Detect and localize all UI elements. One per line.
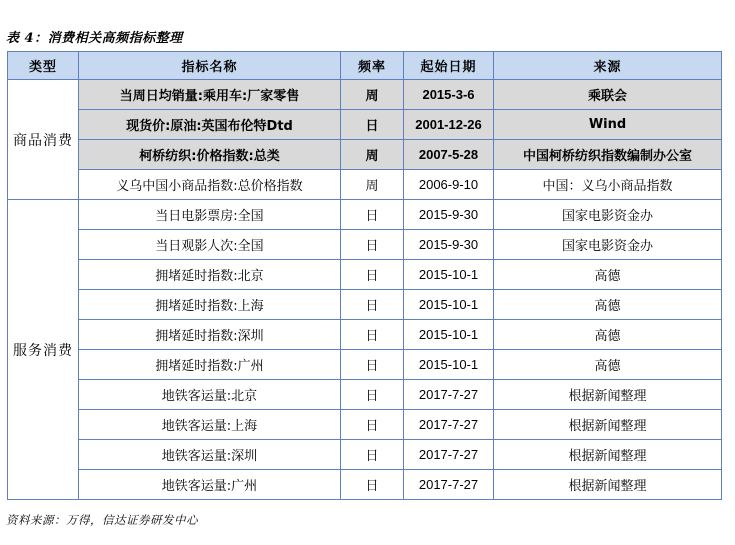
start-date-cell: 2015-10-1 (404, 320, 494, 350)
header-start-date: 起始日期 (404, 52, 494, 80)
table-row (8, 200, 722, 230)
table-row (8, 260, 722, 290)
indicator-name-cell: 当日观影人次:全国 (79, 230, 341, 260)
start-date-cell: 2015-9-30 (404, 200, 494, 230)
start-date-cell: 2015-10-1 (404, 350, 494, 380)
table-caption: 表 4：消费相关高频指标整理 (6, 31, 183, 46)
indicator-name-cell: 地铁客运量:广州 (79, 470, 341, 500)
start-date-cell: 2001-12-26 (404, 110, 494, 140)
source-cell: 高德 (494, 320, 722, 350)
category-cell: 商品消费 (8, 80, 79, 200)
frequency-cell: 日 (341, 380, 404, 410)
frequency-cell: 日 (341, 470, 404, 500)
table-row (8, 140, 722, 170)
source-cell: 中国柯桥纺织指数编制办公室 (494, 140, 722, 170)
start-date-cell: 2015-3-6 (404, 80, 494, 110)
start-date-cell: 2017-7-27 (404, 410, 494, 440)
indicator-table (7, 51, 722, 500)
header-frequency: 频率 (341, 52, 404, 80)
category-cell: 服务消费 (8, 200, 79, 500)
table-row (8, 410, 722, 440)
indicator-name-cell: 义乌中国小商品指数:总价格指数 (79, 170, 341, 200)
frequency-cell: 日 (341, 290, 404, 320)
frequency-cell: 日 (341, 110, 404, 140)
indicator-name-cell: 地铁客运量:北京 (79, 380, 341, 410)
indicator-name-cell: 拥堵延时指数:深圳 (79, 320, 341, 350)
source-cell: 国家电影资金办 (494, 200, 722, 230)
table-row (8, 380, 722, 410)
source-cell: 高德 (494, 260, 722, 290)
source-cell: 根据新闻整理 (494, 470, 722, 500)
frequency-cell: 日 (341, 260, 404, 290)
frequency-cell: 日 (341, 230, 404, 260)
start-date-cell: 2015-10-1 (404, 260, 494, 290)
table-row (8, 440, 722, 470)
frequency-cell: 日 (341, 350, 404, 380)
start-date-cell: 2017-7-27 (404, 440, 494, 470)
source-cell: 根据新闻整理 (494, 440, 722, 470)
source-cell: 中国：义乌小商品指数 (494, 170, 722, 200)
indicator-name-cell: 现货价:原油:英国布伦特Dtd (79, 110, 341, 140)
source-cell: 根据新闻整理 (494, 380, 722, 410)
table-row (8, 170, 722, 200)
indicator-name-cell: 地铁客运量:上海 (79, 410, 341, 440)
indicator-name-cell: 拥堵延时指数:广州 (79, 350, 341, 380)
source-cell: Wind (494, 110, 722, 140)
indicator-name-cell: 拥堵延时指数:北京 (79, 260, 341, 290)
start-date-cell: 2007-5-28 (404, 140, 494, 170)
frequency-cell: 日 (341, 200, 404, 230)
start-date-cell: 2017-7-27 (404, 380, 494, 410)
header-category: 类型 (8, 52, 79, 80)
table-row (8, 80, 722, 110)
frequency-cell: 日 (341, 320, 404, 350)
start-date-cell: 2017-7-27 (404, 470, 494, 500)
start-date-cell: 2015-10-1 (404, 290, 494, 320)
header-row (8, 52, 722, 80)
header-source: 来源 (494, 52, 722, 80)
source-cell: 乘联会 (494, 80, 722, 110)
table-row (8, 350, 722, 380)
frequency-cell: 日 (341, 410, 404, 440)
table-row (8, 110, 722, 140)
frequency-cell: 周 (341, 170, 404, 200)
indicator-name-cell: 地铁客运量:深圳 (79, 440, 341, 470)
source-cell: 高德 (494, 290, 722, 320)
table-row (8, 290, 722, 320)
frequency-cell: 周 (341, 80, 404, 110)
frequency-cell: 周 (341, 140, 404, 170)
source-cell: 高德 (494, 350, 722, 380)
source-note: 资料来源：万得，信达证券研发中心 (6, 513, 198, 527)
table-row (8, 470, 722, 500)
indicator-name-cell: 柯桥纺织:价格指数:总类 (79, 140, 341, 170)
source-cell: 根据新闻整理 (494, 410, 722, 440)
table-row (8, 230, 722, 260)
start-date-cell: 2006-9-10 (404, 170, 494, 200)
source-cell: 国家电影资金办 (494, 230, 722, 260)
indicator-name-cell: 拥堵延时指数:上海 (79, 290, 341, 320)
indicator-name-cell: 当周日均销量:乘用车:厂家零售 (79, 80, 341, 110)
table-row (8, 320, 722, 350)
indicator-name-cell: 当日电影票房:全国 (79, 200, 341, 230)
start-date-cell: 2015-9-30 (404, 230, 494, 260)
frequency-cell: 日 (341, 440, 404, 470)
header-indicator-name: 指标名称 (79, 52, 341, 80)
